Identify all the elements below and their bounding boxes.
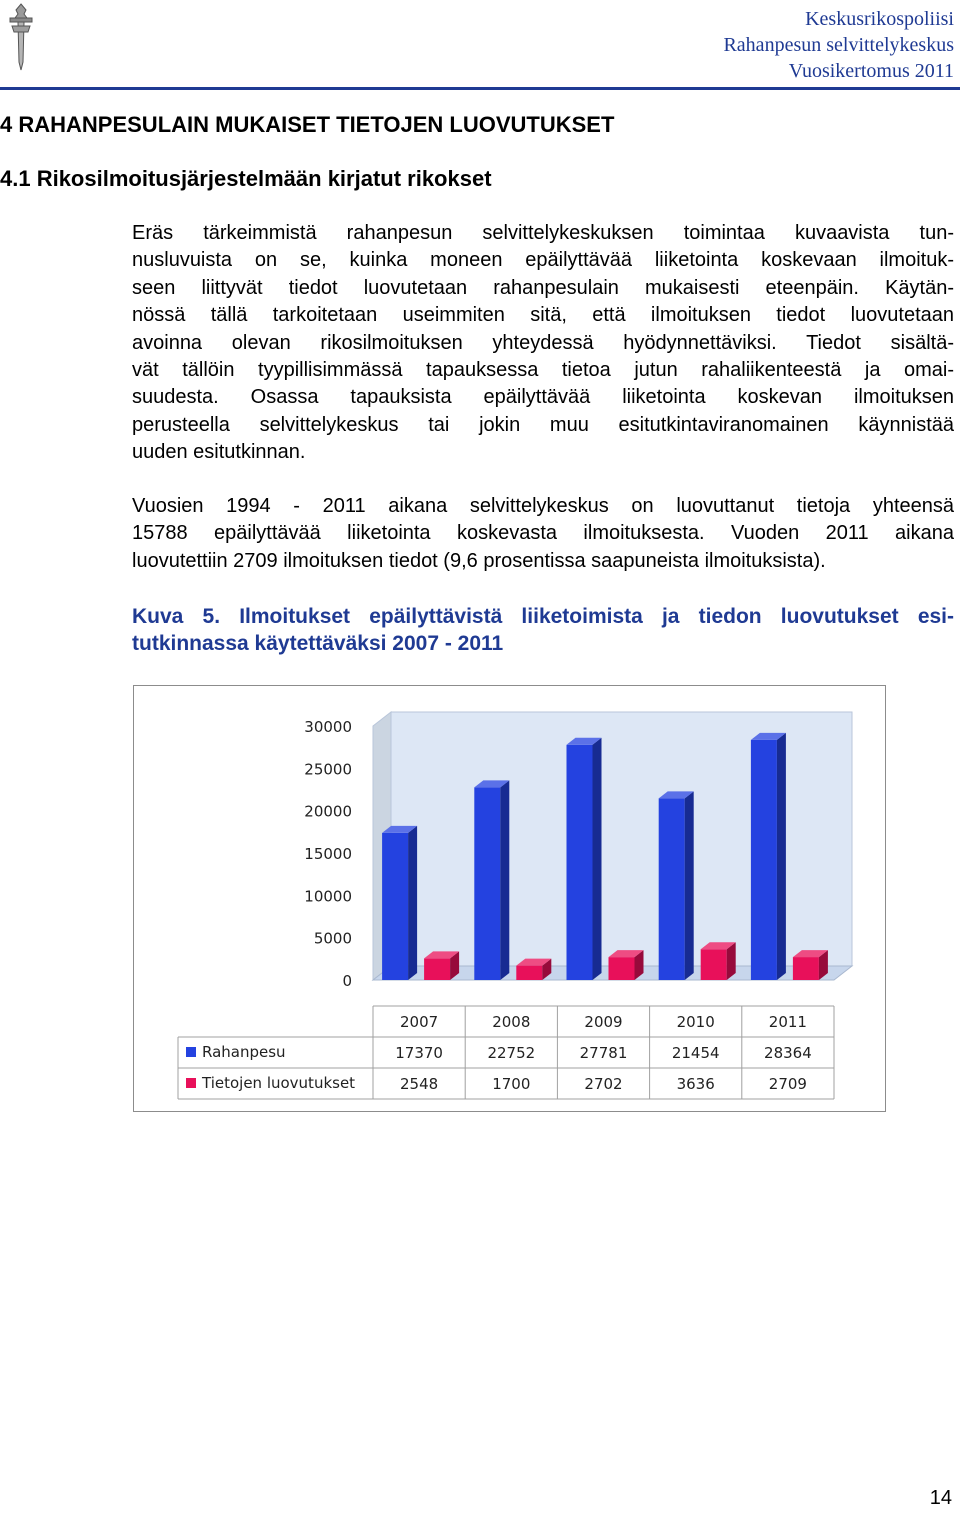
bar-rahanpesu-side <box>500 780 509 980</box>
data-label: 27781 <box>579 1044 628 1062</box>
chapter-heading: 4 RAHANPESULAIN MUKAISET TIETOJEN LUOVUTUKSET <box>0 112 615 137</box>
paragraph-line: nusluvuista on se, kuinka moneen epäilyttävää liiketointa koskevaan ilmoituk- <box>132 249 954 272</box>
data-label: 2709 <box>768 1075 807 1093</box>
paragraph-line: suudesta. Osassa tapauksista epäilyttävää liiketointa koskevan ilmoituksen <box>132 386 954 409</box>
bar-tietojen-luovutukset <box>424 958 450 980</box>
data-label: 2702 <box>584 1075 623 1093</box>
bar-tietojen-luovutukset <box>793 957 819 980</box>
data-label: 22752 <box>487 1044 536 1062</box>
x-tick-label: 2009 <box>584 1013 623 1031</box>
x-tick-label: 2008 <box>492 1013 531 1031</box>
paragraph-1 <box>132 220 954 467</box>
y-tick-label: 20000 <box>304 802 352 821</box>
paragraph-line: avoinna olevan rikosilmoituksen yhteydessä hyödynnettäviksi. Tiedot sisältä- <box>132 331 954 354</box>
data-label: 1700 <box>492 1075 531 1093</box>
data-label: 3636 <box>676 1075 715 1093</box>
caption-line: Kuva 5. Ilmoitukset epäilyttävistä liiketoimista ja tiedon luovutukset esi- <box>132 605 954 628</box>
paragraph-line: luovutettiin 2709 ilmoituksen tiedot (9,6 prosentissa saapuneista ilmoituksista). <box>132 549 826 572</box>
paragraph-line: vät tällöin tyypillisimmässä tapauksessa tietoa jutun rahaliikenteestä ja omai- <box>132 359 954 382</box>
paragraph-line: perusteella selvittelykeskus tai jokin muu esitutkintaviranomainen käynnistää <box>132 413 954 436</box>
data-label: 17370 <box>395 1044 443 1062</box>
header-org: Keskusrikospoliisi <box>805 8 954 30</box>
paragraph-2 <box>132 493 954 575</box>
bar-rahanpesu-side <box>685 791 694 980</box>
header-rule <box>0 87 960 90</box>
bar-rahanpesu <box>474 787 500 980</box>
caption-line: tutkinnassa käytettäväksi 2007 - 2011 <box>132 632 504 655</box>
y-tick-label: 30000 <box>304 718 352 736</box>
bar-tietojen-luovutukset <box>701 949 727 980</box>
police-sword-emblem-icon <box>4 2 38 72</box>
legend-swatch <box>186 1047 196 1057</box>
bar-rahanpesu <box>382 833 408 980</box>
bar-rahanpesu-side <box>777 733 786 980</box>
figure-caption <box>132 603 954 657</box>
data-label: 2548 <box>400 1075 439 1093</box>
y-tick-label: 0 <box>342 972 352 990</box>
bar-rahanpesu <box>567 745 593 980</box>
bar-rahanpesu <box>659 798 685 980</box>
y-tick-label: 5000 <box>313 929 352 948</box>
bar-rahanpesu-side <box>408 826 417 980</box>
header-unit: Rahanpesun selvittelykeskus <box>723 34 954 56</box>
y-tick-label: 25000 <box>304 760 352 779</box>
data-label: 21454 <box>671 1044 720 1062</box>
report-header <box>723 6 954 84</box>
paragraph-line: seen liittyvät tiedot luovutetaan rahanpesulain mukaisesti eteenpäin. Käytän- <box>132 276 954 299</box>
header-report: Vuosikertomus 2011 <box>788 60 954 82</box>
legend-label: Rahanpesu <box>202 1043 286 1061</box>
paragraph-line: nössä tällä tarkoitetaan useimmiten sitä, että ilmoituksen tiedot luovutetaan <box>132 304 954 327</box>
data-label: 28364 <box>764 1044 812 1062</box>
page-number: 14 <box>929 1487 952 1509</box>
bar-chart <box>134 686 885 1111</box>
legend-swatch <box>186 1078 196 1088</box>
y-tick-label: 10000 <box>304 887 352 906</box>
paragraph-line: uuden esitutkinnan. <box>132 441 306 464</box>
x-tick-label: 2011 <box>768 1013 807 1031</box>
bar-rahanpesu <box>751 740 777 980</box>
paragraph-line: 15788 epäilyttävää liiketointa koskevasta ilmoituksesta. Vuoden 2011 aikana <box>132 522 954 545</box>
bar-rahanpesu-side <box>593 738 602 980</box>
legend-label: Tietojen luovutukset <box>202 1074 356 1092</box>
paragraph-line: Vuosien 1994 - 2011 aikana selvittelykeskus on luovuttanut tietoja yhteensä <box>132 495 954 517</box>
paragraph-line: Eräs tärkeimmistä rahanpesun selvittelykeskuksen toimintaa kuvaavista tun- <box>132 222 954 244</box>
bar-tietojen-luovutukset <box>516 966 542 980</box>
x-tick-label: 2007 <box>400 1013 439 1031</box>
bar-tietojen-luovutukset <box>609 957 635 980</box>
section-heading: 4.1 Rikosilmoitusjärjestelmään kirjatut rikokset <box>0 166 492 191</box>
chart-frame <box>133 685 886 1112</box>
y-tick-label: 15000 <box>304 845 352 863</box>
x-tick-label: 2010 <box>676 1013 715 1031</box>
